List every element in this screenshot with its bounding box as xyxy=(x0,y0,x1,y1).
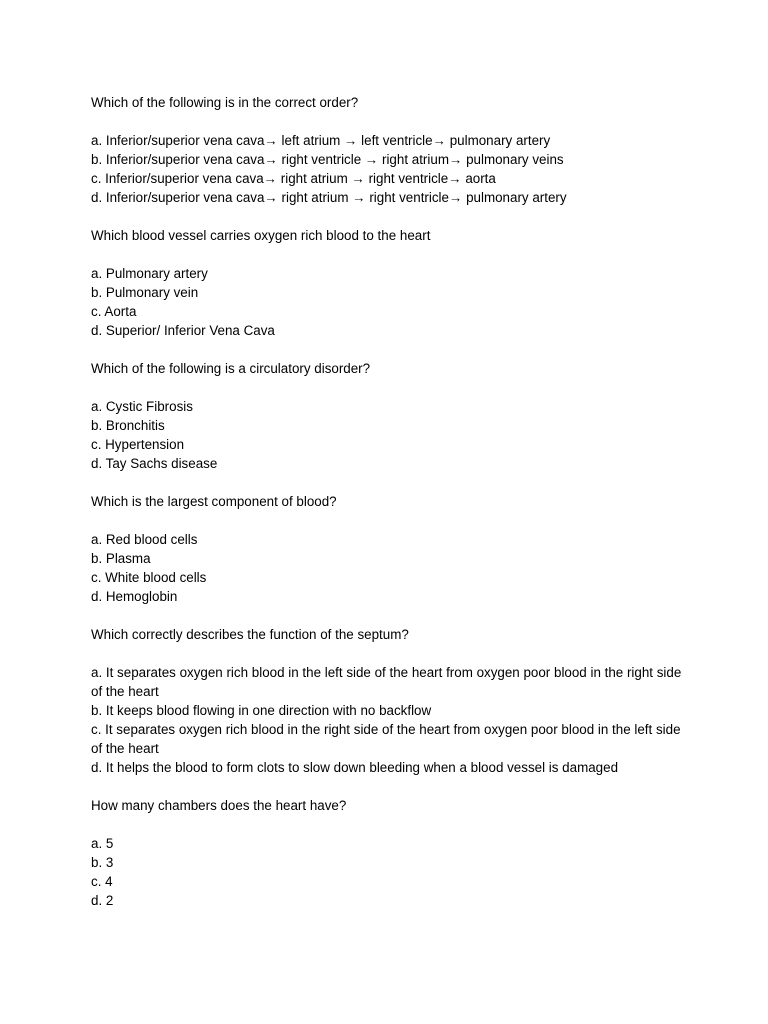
q2-option-d: d. Superior/ Inferior Vena Cava xyxy=(91,323,275,338)
q4-option-d: d. Hemoglobin xyxy=(91,589,178,604)
q5-option-d: d. It helps the blood to form clots to slow down bleeding when a blood vessel is damaged xyxy=(91,760,619,775)
q1-option-c: c. Inferior/superior vena cava→ right atrium → right ventricle→ aorta xyxy=(91,171,496,186)
quiz-content xyxy=(91,93,691,910)
q5-option-c: c. It separates oxygen rich blood in the right side of the heart from oxygen poor blood in the left side of the heart xyxy=(91,722,681,756)
q4-option-a: a. Red blood cells xyxy=(91,532,198,547)
spacer xyxy=(91,207,691,226)
q2-option-b: b. Pulmonary vein xyxy=(91,285,199,300)
q5-option-a: a. It separates oxygen rich blood in the left side of the heart from oxygen poor blood in the right side of the heart xyxy=(91,665,682,699)
q1-option-d: d. Inferior/superior vena cava→ right atrium → right ventricle→ pulmonary artery xyxy=(91,190,567,205)
q2-option-a: a. Pulmonary artery xyxy=(91,266,208,281)
q5-option-b: b. It keeps blood flowing in one direction with no backflow xyxy=(91,703,432,718)
spacer xyxy=(91,340,691,359)
question-2: Which blood vessel carries oxygen rich blood to the heart xyxy=(91,228,431,243)
q4-option-c: c. White blood cells xyxy=(91,570,207,585)
q3-option-c: c. Hypertension xyxy=(91,437,185,452)
q6-option-b: b. 3 xyxy=(91,855,114,870)
spacer xyxy=(91,378,691,397)
spacer xyxy=(91,112,691,131)
question-3: Which of the following is a circulatory disorder? xyxy=(91,361,371,376)
q6-option-a: a. 5 xyxy=(91,836,114,851)
spacer xyxy=(91,777,691,796)
question-6: How many chambers does the heart have? xyxy=(91,798,347,813)
question-1: Which of the following is in the correct order? xyxy=(91,95,359,110)
q6-option-d: d. 2 xyxy=(91,893,114,908)
q6-option-c: c. 4 xyxy=(91,874,113,889)
q3-option-a: a. Cystic Fibrosis xyxy=(91,399,193,414)
q1-option-a: a. Inferior/superior vena cava→ left atrium → left ventricle→ pulmonary artery xyxy=(91,133,551,148)
spacer xyxy=(91,473,691,492)
q2-option-c: c. Aorta xyxy=(91,304,137,319)
spacer xyxy=(91,511,691,530)
question-4: Which is the largest component of blood? xyxy=(91,494,337,509)
q1-option-b: b. Inferior/superior vena cava→ right ventricle → right atrium→ pulmonary veins xyxy=(91,152,564,167)
q3-option-b: b. Bronchitis xyxy=(91,418,165,433)
q4-option-b: b. Plasma xyxy=(91,551,151,566)
question-5: Which correctly describes the function of the septum? xyxy=(91,627,409,642)
spacer xyxy=(91,815,691,834)
spacer xyxy=(91,245,691,264)
q3-option-d: d. Tay Sachs disease xyxy=(91,456,218,471)
spacer xyxy=(91,606,691,625)
spacer xyxy=(91,644,691,663)
